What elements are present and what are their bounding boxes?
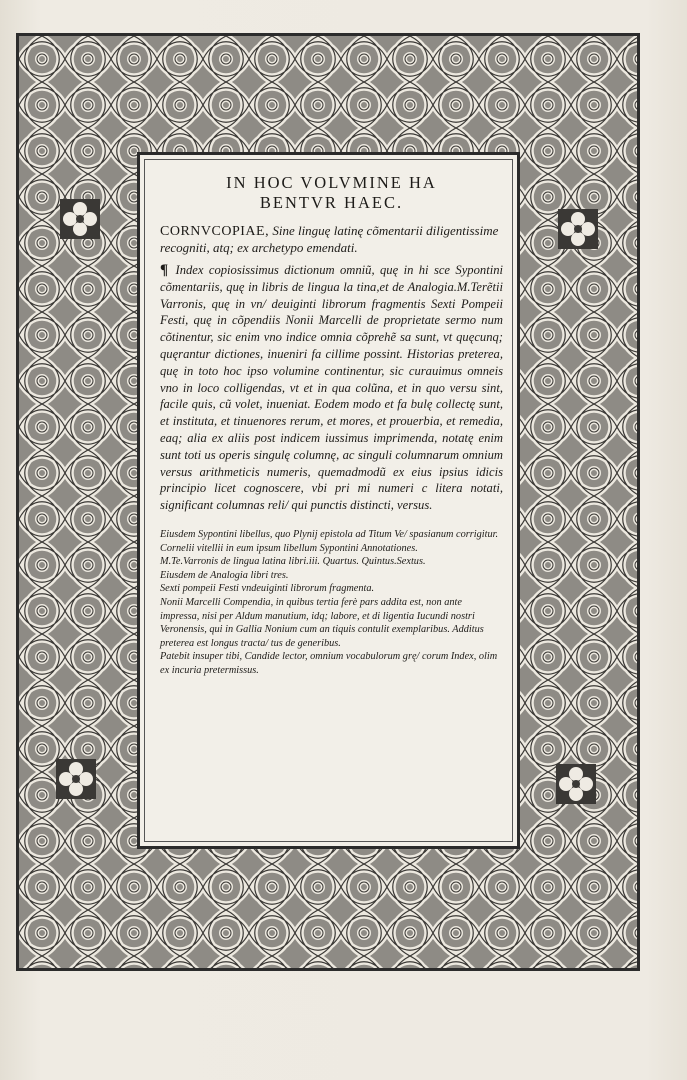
list-item: Cornelii vitellii in eum ipsum libellum Sypontini Annotationes. (160, 542, 418, 554)
rosette-icon (557, 208, 599, 250)
heading-lead: CORNVCOPIAE, (160, 224, 270, 239)
index-text: Index copiosissimus dictionum omniũ, quę in hi sce Sypontini cõmentariis, quę in libris de lingua la tina,et de Analogia.M.Terẽtii Varronis, quę in vn/ deuiginti librorum fragmentis Sexti Pompeii Festi, quę in cõpendiis Nonii Marcelli de proprietate sermo num cõtinentur, sic enim vno indice omnia cõprehẽ sa sunt, vt quęcunq; quęrantur dictiones, inueniri fa cillime possint. Historias preterea, quę in toto hoc ipso volumine continentur, sic curauimus omneis vno in loco colligendas, vt et in qua colũna, et in quo versu sint, facile quis, cũ volet, inueniat. Eodem modo et fa bulę collectę sunt, et instituta, et tinuenores rerum, et mores, et prouerbia, et remedia, eaq; alia ex aliis post indicem iussimus imprimenda, notatę enim sunt toti us operis singulę columnę, ac singuli columnarum omnium versus arithmeticis numeris, quemadmodũ ex eius ipsius idicis principio licet cognoscere, vbi pri mi numeri c litera notati, significant columnas reli/ qui punctis distincti, versus. (160, 263, 503, 513)
rosette-icon (55, 758, 97, 800)
text-panel (137, 152, 520, 849)
page-title (160, 173, 503, 213)
rosette-icon (555, 763, 597, 805)
pilcrow-icon: ¶ (160, 262, 169, 278)
title-line: BENTVR HAEC. (259, 193, 404, 212)
list-item: Eiusdem de Analogia libri tres. (160, 569, 289, 581)
heading-rest: Sine linguę latinę cõmentarii diligentissime recogniti, atq; ex archetypo emendati. (160, 223, 499, 255)
list-item: Eiusdem Sypontini libellus, quo Plynij epistola ad Titum Ve/ spasianum corrigitur. (160, 528, 499, 540)
list-item: Patebit insuper tibi, Candide lector, omnium vocabulorum grę/ corum Index, olim ex incuria pretermissus. (160, 651, 498, 676)
rosette-icon (59, 198, 101, 240)
list-item: Nonii Marcelli Compendia, in quibus tertia ferè pars addita est, non ante impressa, nisi per Aldum manutium, idq; labore, et di ligentia Iucundi nostri Veronensis, qui in Gallia Nonium cum an tiquis contulit exemplaribus. Additus preterea est longus tracta/ tus de generibus. (160, 596, 484, 649)
heading-paragraph (160, 223, 503, 256)
contents-list (160, 528, 503, 678)
page-content (160, 173, 503, 677)
list-item: M.Te.Varronis de lingua latina libri.iii. Quartus. Quintus.Sextus. (160, 556, 426, 568)
title-line: IN HOC VOLVMINE HA (226, 173, 437, 192)
list-item: Sexti pompeii Festi vndeuiginti librorum fragmenta. (160, 583, 375, 595)
index-paragraph (160, 262, 503, 514)
